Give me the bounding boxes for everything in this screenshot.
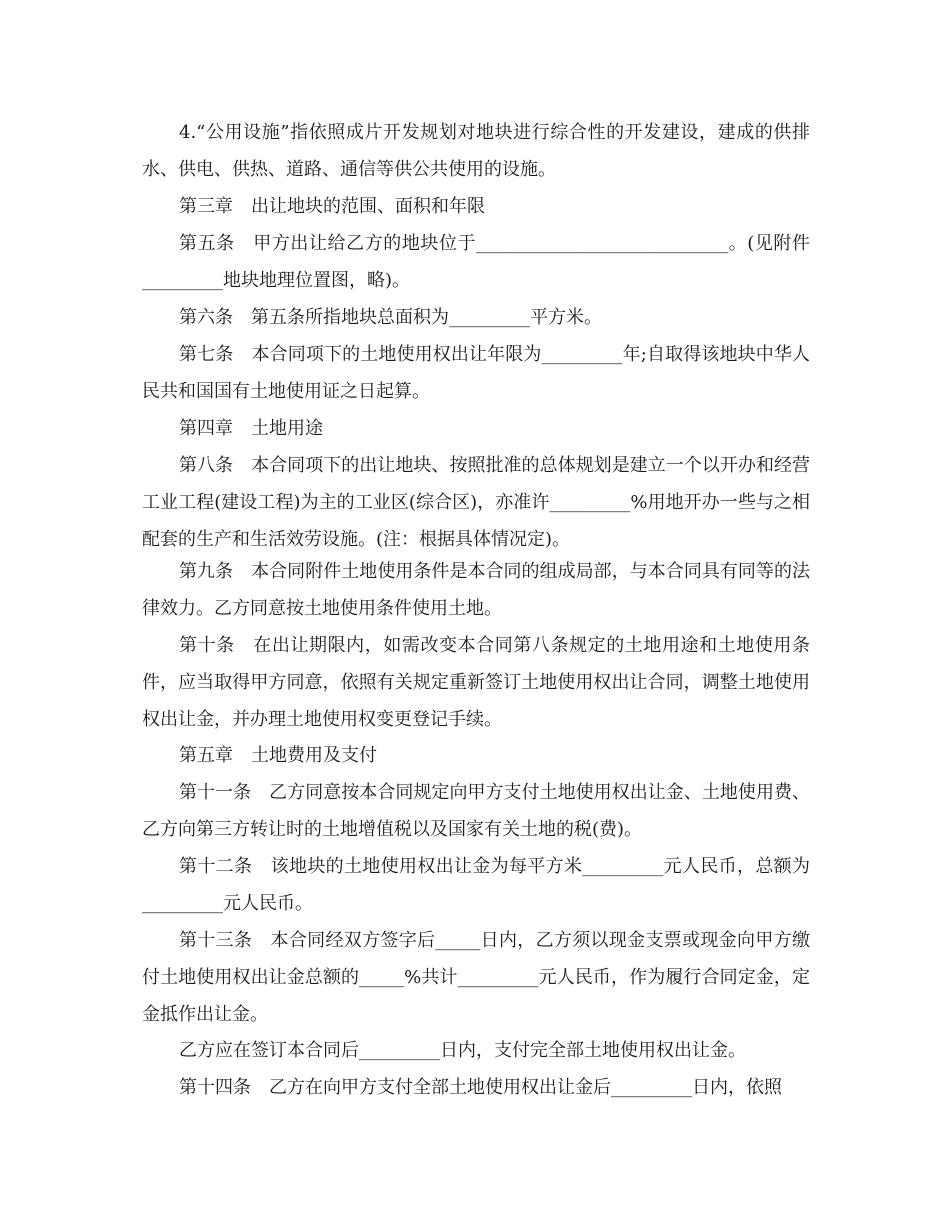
article-7: 第七条 本合同项下的土地使用权出让年限为_________年;自取得该地块中华人民共和国国有土地使用证之日起算。 [142, 344, 810, 402]
paragraph-public-facilities: 4.“公用设施”指依照成片开发规划对地块进行综合性的开发建设，建成的供排水、供电、供热、道路、通信等供公共使用的设施。 [142, 122, 810, 180]
article-11: 第十一条 乙方同意按本合同规定向甲方支付土地使用权出让金、土地使用费、乙方向第三方转让时的土地增值税以及国家有关土地的税(费)。 [142, 782, 810, 840]
article-5: 第五条 甲方出让给乙方的地块位于____________________________。(见附件_________地块地理位置图，略)。 [142, 233, 810, 291]
article-10: 第十条 在出让期限内，如需改变本合同第八条规定的土地用途和土地使用条件，应当取得甲方同意，依照有关规定重新签订土地使用权出让合同，调整土地使用权出让金，并办理土地使用权变更登记手续。 [142, 635, 810, 730]
article-9: 第九条 本合同附件土地使用条件是本合同的组成局部，与本合同具有同等的法律效力。乙方同意按土地使用条件使用土地。 [142, 561, 810, 619]
article-6: 第六条 第五条所指地块总面积为_________平方米。 [179, 307, 602, 328]
chapter-3-heading: 第三章 出让地块的范围、面积和年限 [179, 196, 485, 217]
article-13: 第十三条 本合同经双方签字后_____日内，乙方须以现金支票或现金向甲方缴付土地使用权出让金总额的_____%共计_________元人民币，作为履行合同定金，定金抵作出让金。 [142, 930, 810, 1025]
chapter-4-heading: 第四章 土地用途 [179, 418, 323, 439]
article-8: 第八条 本合同项下的出让地块、按照批准的总体规划是建立一个以开办和经营工业工程(建设工程)为主的工业区(综合区)，亦准许_________%用地开办一些与之相配套的生产和生活效劳设施。(注：根据具体情况定)。 [142, 455, 810, 550]
article-12: 第十二条 该地块的土地使用权出让金为每平方米_________元人民币，总额为_________元人民币。 [142, 856, 810, 914]
chapter-5-heading: 第五章 土地费用及支付 [179, 745, 377, 766]
article-13-payment: 乙方应在签订本合同后_________日内，支付完全部土地使用权出让金。 [179, 1040, 746, 1061]
article-14: 第十四条 乙方在向甲方支付全部土地使用权出让金后_________日内，依照 [179, 1077, 782, 1098]
